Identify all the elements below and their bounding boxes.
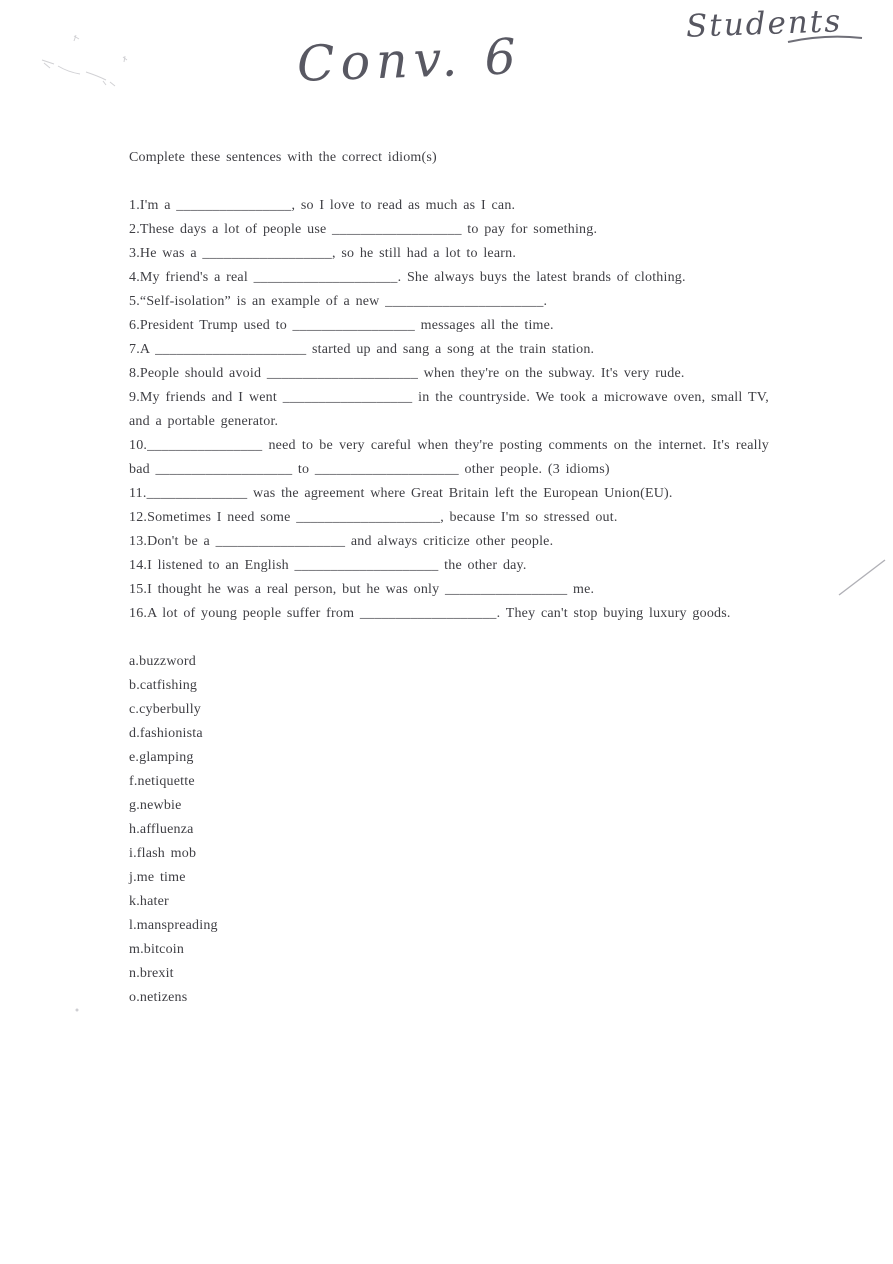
- word-bank-item: l.manspreading: [129, 918, 218, 933]
- scan-speck: [76, 1009, 79, 1012]
- pencil-scribble: [42, 35, 127, 86]
- word-bank-item: e.glamping: [129, 750, 194, 765]
- word-bank-item: d.fashionista: [129, 726, 203, 741]
- sentence-item: 8.People should avoid _____________________ when they're on the subway. It's very rude.: [129, 366, 685, 381]
- word-bank-item: c.cyberbully: [129, 702, 201, 717]
- sentence-list: [129, 194, 769, 626]
- word-bank-item: b.catfishing: [129, 678, 198, 693]
- handwritten-students-label: Students: [685, 3, 843, 45]
- instruction-text: Complete these sentences with the correct idiom(s): [129, 150, 437, 165]
- word-bank-item: f.netiquette: [129, 774, 195, 789]
- sentence-item: 12.Sometimes I need some ____________________, because I'm so stressed out.: [129, 510, 618, 525]
- sentence-item: 6.President Trump used to _________________ messages all the time.: [129, 318, 554, 333]
- handwritten-title: Conv. 6: [296, 28, 523, 93]
- sentence-item: 2.These days a lot of people use __________________ to pay for something.: [129, 222, 598, 237]
- word-bank: [129, 650, 769, 1010]
- word-bank-item: a.buzzword: [129, 654, 196, 669]
- sentence-item: 7.A _____________________ started up and sang a song at the train station.: [129, 342, 595, 357]
- sentence-item: 14.I listened to an English ____________________ the other day.: [129, 558, 527, 573]
- word-bank-item: g.newbie: [129, 798, 182, 813]
- word-bank-item: m.bitcoin: [129, 942, 185, 957]
- word-bank-item: h.affluenza: [129, 822, 194, 837]
- margin-pen-mark: [839, 560, 885, 595]
- sentence-item: 15.I thought he was a real person, but he was only _________________ me.: [129, 582, 595, 597]
- sentence-item: 11.______________ was the agreement where Great Britain left the European Union(EU).: [129, 486, 673, 501]
- sentence-item: 16.A lot of young people suffer from ___________________. They can't stop buying luxury goods.: [129, 606, 731, 621]
- word-bank-item: i.flash mob: [129, 846, 197, 861]
- word-bank-item: o.netizens: [129, 990, 188, 1005]
- sentence-item: 9.My friends and I went __________________ in the countryside. We took a microwave oven, small TV, and a portable generator.: [129, 390, 769, 429]
- sentence-item: 10.________________ need to be very careful when they're posting comments on the internet. It's really bad ___________________ to ____________________ other people. (3 idioms): [129, 438, 769, 477]
- word-bank-item: k.hater: [129, 894, 169, 909]
- sentence-item: 3.He was a __________________, so he still had a lot to learn.: [129, 246, 517, 261]
- sentence-item: 4.My friend's a real ____________________. She always buys the latest brands of clothing.: [129, 270, 686, 285]
- content-area: [129, 146, 769, 1010]
- word-bank-item: n.brexit: [129, 966, 174, 981]
- sentence-item: 13.Don't be a __________________ and always criticize other people.: [129, 534, 554, 549]
- word-bank-item: j.me time: [129, 870, 186, 885]
- sentence-item: 1.I'm a ________________, so I love to read as much as I can.: [129, 198, 516, 213]
- sentence-item: 5.“Self-isolation” is an example of a new ______________________.: [129, 294, 548, 309]
